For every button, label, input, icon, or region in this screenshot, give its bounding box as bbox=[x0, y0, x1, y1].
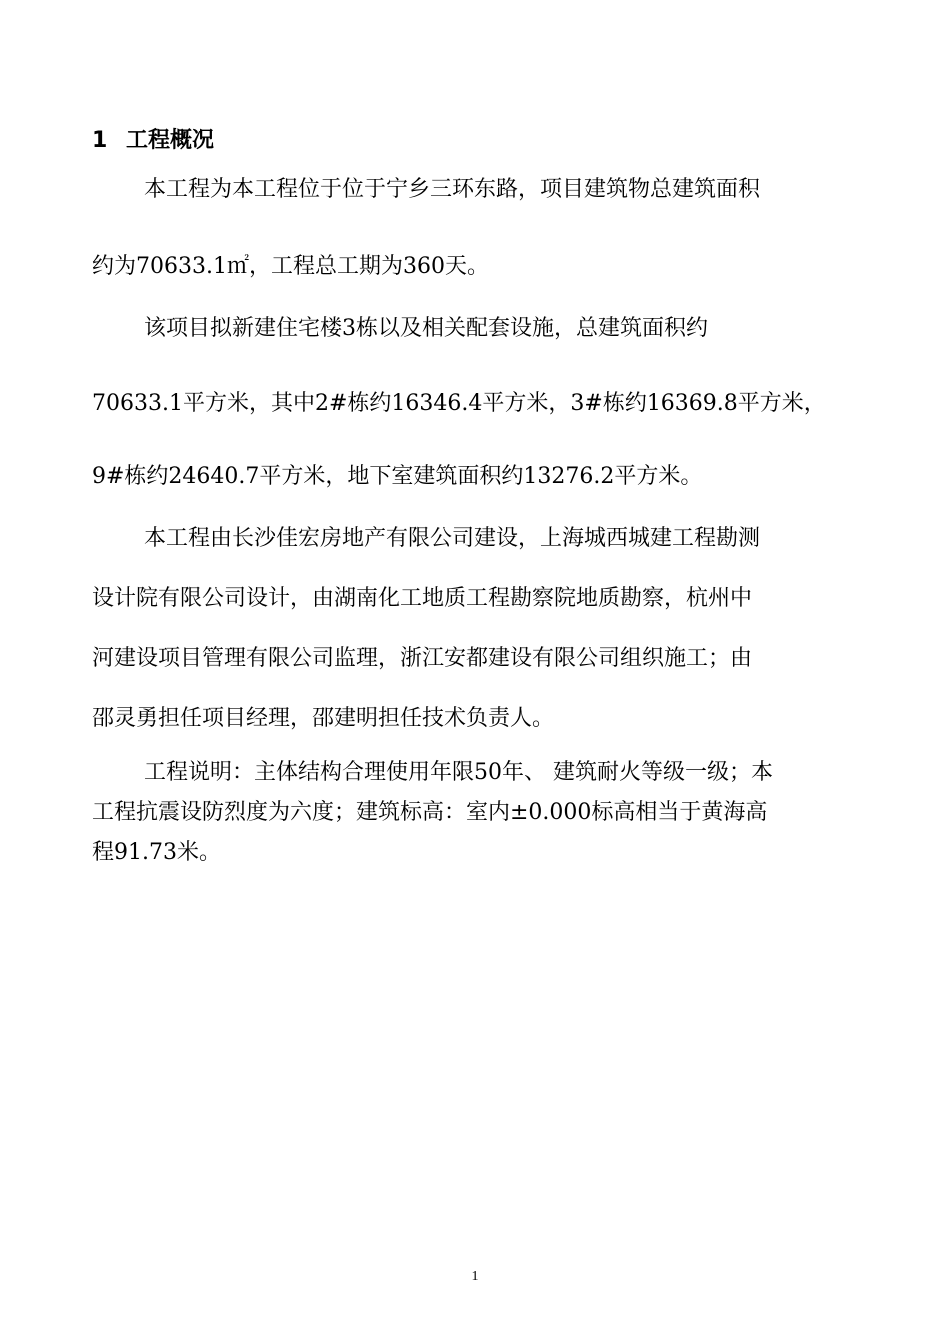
section-heading bbox=[92, 126, 214, 156]
page-number: 1 bbox=[471, 1269, 479, 1284]
paragraph-line: 70633.1平方米，其中2#栋约16346.4平方米，3#栋约16369.8平方米， bbox=[92, 391, 826, 416]
paragraph-line: 河建设项目管理有限公司监理，浙江安都建设有限公司组织施工；由 bbox=[92, 646, 753, 671]
paragraph-line: 工程抗震设防烈度为六度；建筑标高：室内±0.000标高相当于黄海高 bbox=[92, 800, 768, 825]
paragraph-line: 邵灵勇担任项目经理，邵建明担任技术负责人。 bbox=[92, 706, 555, 731]
paragraph-line: 本工程由长沙佳宏房地产有限公司建设，上海城西城建工程勘测 bbox=[144, 526, 761, 551]
section-number: 1 bbox=[92, 128, 108, 153]
paragraph-line: 设计院有限公司设计，由湖南化工地质工程勘察院地质勘察，杭州中 bbox=[92, 586, 753, 611]
paragraph-line: 工程说明：主体结构合理使用年限50年、 建筑耐火等级一级；本 bbox=[144, 760, 773, 785]
paragraph-line: 9#栋约24640.7平方米，地下室建筑面积约13276.2平方米。 bbox=[92, 464, 703, 489]
paragraph-line: 本工程为本工程位于位于宁乡三环东路，项目建筑物总建筑面积 bbox=[144, 177, 761, 202]
paragraph-line: 程91.73米。 bbox=[92, 840, 221, 865]
section-title: 工程概况 bbox=[126, 128, 215, 153]
paragraph-line: 约为70633.1㎡，工程总工期为360天。 bbox=[92, 254, 489, 279]
paragraph-line: 该项目拟新建住宅楼3栋以及相关配套设施，总建筑面积约 bbox=[144, 316, 708, 341]
